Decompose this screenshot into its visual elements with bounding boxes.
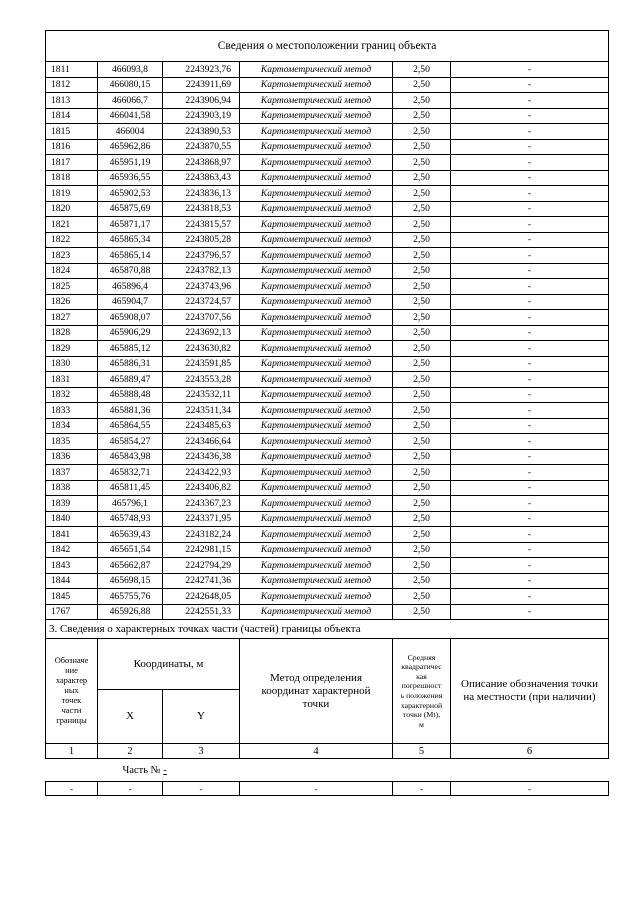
mt-cell: 2,50 bbox=[393, 356, 451, 372]
point-number: 1817 bbox=[46, 155, 98, 171]
coord-y: 2243436,38 bbox=[163, 449, 240, 465]
method-cell: Картометрический метод bbox=[240, 124, 393, 140]
point-number: 1845 bbox=[46, 589, 98, 605]
desc-cell: - bbox=[451, 294, 609, 310]
desc-cell: - bbox=[451, 62, 609, 78]
mt-cell: 2,50 bbox=[393, 310, 451, 326]
table-row bbox=[46, 263, 609, 279]
coord-y: 2243182,24 bbox=[163, 527, 240, 543]
table-row bbox=[46, 542, 609, 558]
desc-cell: - bbox=[451, 93, 609, 109]
desc-cell: - bbox=[451, 186, 609, 202]
coord-y: 2243890,53 bbox=[163, 124, 240, 140]
table-row bbox=[46, 511, 609, 527]
coord-x: 465886,31 bbox=[98, 356, 163, 372]
point-number: 1822 bbox=[46, 232, 98, 248]
mt-cell: 2,50 bbox=[393, 139, 451, 155]
header-method: Метод определения координат характерной точки bbox=[240, 639, 393, 744]
method-cell: Картометрический метод bbox=[240, 465, 393, 481]
mt-cell: 2,50 bbox=[393, 155, 451, 171]
coord-y: 2242981,15 bbox=[163, 542, 240, 558]
coord-x: 466004 bbox=[98, 124, 163, 140]
point-number: 1833 bbox=[46, 403, 98, 419]
empty-cell: - bbox=[98, 782, 163, 796]
coord-x: 465811,45 bbox=[98, 480, 163, 496]
point-number: 1820 bbox=[46, 201, 98, 217]
method-cell: Картометрический метод bbox=[240, 403, 393, 419]
table-row bbox=[46, 170, 609, 186]
table-row bbox=[46, 93, 609, 109]
mt-cell: 2,50 bbox=[393, 403, 451, 419]
col-number: 2 bbox=[98, 744, 163, 759]
method-cell: Картометрический метод bbox=[240, 372, 393, 388]
point-number: 1841 bbox=[46, 527, 98, 543]
point-number: 1818 bbox=[46, 170, 98, 186]
coord-x: 465698,15 bbox=[98, 573, 163, 589]
mt-cell: 2,50 bbox=[393, 527, 451, 543]
point-number: 1835 bbox=[46, 434, 98, 450]
point-number: 1836 bbox=[46, 449, 98, 465]
coord-y: 2243532,11 bbox=[163, 387, 240, 403]
table-row bbox=[46, 418, 609, 434]
coord-x: 465902,53 bbox=[98, 186, 163, 202]
mt-cell: 2,50 bbox=[393, 341, 451, 357]
column-numbers-row bbox=[46, 744, 609, 759]
desc-cell: - bbox=[451, 604, 609, 620]
coord-x: 465875,69 bbox=[98, 201, 163, 217]
coord-x: 465651,54 bbox=[98, 542, 163, 558]
mt-cell: 2,50 bbox=[393, 449, 451, 465]
coord-x: 465865,14 bbox=[98, 248, 163, 264]
point-number: 1831 bbox=[46, 372, 98, 388]
empty-row bbox=[46, 782, 609, 796]
header-y: Y bbox=[163, 690, 240, 744]
coord-y: 2243868,97 bbox=[163, 155, 240, 171]
coord-x: 465906,29 bbox=[98, 325, 163, 341]
mt-cell: 2,50 bbox=[393, 248, 451, 264]
point-number: 1826 bbox=[46, 294, 98, 310]
mt-cell: 2,50 bbox=[393, 465, 451, 481]
desc-cell: - bbox=[451, 279, 609, 295]
method-cell: Картометрический метод bbox=[240, 310, 393, 326]
table-row bbox=[46, 465, 609, 481]
section3-title: 3. Сведения о характерных точках части (частей) границы объекта bbox=[46, 620, 609, 639]
coord-x: 465864,55 bbox=[98, 418, 163, 434]
coord-y: 2243591,85 bbox=[163, 356, 240, 372]
method-cell: Картометрический метод bbox=[240, 496, 393, 512]
point-number: 1827 bbox=[46, 310, 98, 326]
coord-y: 2243367,23 bbox=[163, 496, 240, 512]
mt-cell: 2,50 bbox=[393, 558, 451, 574]
desc-cell: - bbox=[451, 387, 609, 403]
coord-x: 465755,76 bbox=[98, 589, 163, 605]
col-number: 4 bbox=[240, 744, 393, 759]
point-number: 1821 bbox=[46, 217, 98, 233]
table-row bbox=[46, 372, 609, 388]
table-row bbox=[46, 310, 609, 326]
desc-cell: - bbox=[451, 124, 609, 140]
coord-x: 465871,17 bbox=[98, 217, 163, 233]
desc-cell: - bbox=[451, 558, 609, 574]
method-cell: Картометрический метод bbox=[240, 279, 393, 295]
coord-x: 465896,4 bbox=[98, 279, 163, 295]
desc-cell: - bbox=[451, 449, 609, 465]
coord-x: 465843,98 bbox=[98, 449, 163, 465]
point-number: 1813 bbox=[46, 93, 98, 109]
mt-cell: 2,50 bbox=[393, 511, 451, 527]
col-number: 3 bbox=[163, 744, 240, 759]
coord-x: 465951,19 bbox=[98, 155, 163, 171]
point-number: 1843 bbox=[46, 558, 98, 574]
mt-cell: 2,50 bbox=[393, 542, 451, 558]
coord-y: 2243511,34 bbox=[163, 403, 240, 419]
point-number: 1824 bbox=[46, 263, 98, 279]
desc-cell: - bbox=[451, 170, 609, 186]
desc-cell: - bbox=[451, 496, 609, 512]
table-row bbox=[46, 573, 609, 589]
coord-y: 2243796,57 bbox=[163, 248, 240, 264]
desc-cell: - bbox=[451, 434, 609, 450]
desc-cell: - bbox=[451, 325, 609, 341]
part-value: - bbox=[163, 764, 167, 776]
table-row bbox=[46, 108, 609, 124]
coord-x: 465854,27 bbox=[98, 434, 163, 450]
desc-cell: - bbox=[451, 372, 609, 388]
empty-cell: - bbox=[163, 782, 240, 796]
coord-y: 2243707,56 bbox=[163, 310, 240, 326]
point-number: 1840 bbox=[46, 511, 98, 527]
point-number: 1819 bbox=[46, 186, 98, 202]
desc-cell: - bbox=[451, 480, 609, 496]
coord-x: 465962,86 bbox=[98, 139, 163, 155]
method-cell: Картометрический метод bbox=[240, 558, 393, 574]
mt-cell: 2,50 bbox=[393, 325, 451, 341]
mt-cell: 2,50 bbox=[393, 434, 451, 450]
desc-cell: - bbox=[451, 201, 609, 217]
desc-cell: - bbox=[451, 108, 609, 124]
point-number: 1837 bbox=[46, 465, 98, 481]
method-cell: Картометрический метод bbox=[240, 511, 393, 527]
mt-cell: 2,50 bbox=[393, 77, 451, 93]
coord-x: 465908,07 bbox=[98, 310, 163, 326]
desc-cell: - bbox=[451, 589, 609, 605]
document-sheet bbox=[45, 30, 608, 796]
mt-cell: 2,50 bbox=[393, 496, 451, 512]
desc-cell: - bbox=[451, 310, 609, 326]
mt-cell: 2,50 bbox=[393, 589, 451, 605]
table-row bbox=[46, 77, 609, 93]
mt-cell: 2,50 bbox=[393, 93, 451, 109]
coord-y: 2243870,55 bbox=[163, 139, 240, 155]
header-desc: Описание обозначения точки на местности (при наличии) bbox=[451, 639, 609, 744]
table-row bbox=[46, 186, 609, 202]
method-cell: Картометрический метод bbox=[240, 527, 393, 543]
point-number: 1832 bbox=[46, 387, 98, 403]
empty-cell: - bbox=[451, 782, 609, 796]
col-number: 5 bbox=[393, 744, 451, 759]
coord-y: 2243692,13 bbox=[163, 325, 240, 341]
table-row bbox=[46, 604, 609, 620]
table-row bbox=[46, 248, 609, 264]
method-cell: Картометрический метод bbox=[240, 201, 393, 217]
point-number: 1838 bbox=[46, 480, 98, 496]
coord-y: 2243630,82 bbox=[163, 341, 240, 357]
table-row bbox=[46, 155, 609, 171]
desc-cell: - bbox=[451, 248, 609, 264]
table-row bbox=[46, 139, 609, 155]
method-cell: Картометрический метод bbox=[240, 62, 393, 78]
table-row bbox=[46, 325, 609, 341]
header-coords: Координаты, м bbox=[98, 639, 240, 690]
table-row bbox=[46, 403, 609, 419]
coord-y: 2243553,28 bbox=[163, 372, 240, 388]
mt-cell: 2,50 bbox=[393, 108, 451, 124]
point-number: 1828 bbox=[46, 325, 98, 341]
col-number: 1 bbox=[46, 744, 98, 759]
boundary-coordinates-table bbox=[45, 30, 609, 620]
coord-y: 2242551,33 bbox=[163, 604, 240, 620]
coord-y: 2243422,93 bbox=[163, 465, 240, 481]
desc-cell: - bbox=[451, 263, 609, 279]
method-cell: Картометрический метод bbox=[240, 263, 393, 279]
table-row bbox=[46, 341, 609, 357]
header-mt: Средняя квадратичес кая погрешност ь положения характерной точки (Mt), м bbox=[393, 639, 451, 744]
coord-y: 2243903,19 bbox=[163, 108, 240, 124]
point-number: 1816 bbox=[46, 139, 98, 155]
method-cell: Картометрический метод bbox=[240, 418, 393, 434]
desc-cell: - bbox=[451, 356, 609, 372]
point-number: 1842 bbox=[46, 542, 98, 558]
section3-table bbox=[45, 620, 609, 796]
table-row bbox=[46, 279, 609, 295]
point-number: 1811 bbox=[46, 62, 98, 78]
mt-cell: 2,50 bbox=[393, 480, 451, 496]
coord-y: 2243782,13 bbox=[163, 263, 240, 279]
desc-cell: - bbox=[451, 139, 609, 155]
mt-cell: 2,50 bbox=[393, 201, 451, 217]
col-number: 6 bbox=[451, 744, 609, 759]
section-title: Сведения о местоположении границ объекта bbox=[46, 31, 609, 62]
table-row bbox=[46, 232, 609, 248]
table-row bbox=[46, 387, 609, 403]
point-number: 1834 bbox=[46, 418, 98, 434]
mt-cell: 2,50 bbox=[393, 372, 451, 388]
desc-cell: - bbox=[451, 232, 609, 248]
method-cell: Картометрический метод bbox=[240, 77, 393, 93]
mt-cell: 2,50 bbox=[393, 604, 451, 620]
header-point: Обозначе ние характер ных точек части границы bbox=[46, 639, 98, 744]
method-cell: Картометрический метод bbox=[240, 341, 393, 357]
coord-x: 465904,7 bbox=[98, 294, 163, 310]
method-cell: Картометрический метод bbox=[240, 573, 393, 589]
coord-y: 2243406,82 bbox=[163, 480, 240, 496]
coord-y: 2242741,36 bbox=[163, 573, 240, 589]
method-cell: Картометрический метод bbox=[240, 155, 393, 171]
coord-y: 2243906,94 bbox=[163, 93, 240, 109]
method-cell: Картометрический метод bbox=[240, 449, 393, 465]
point-number: 1830 bbox=[46, 356, 98, 372]
table-row bbox=[46, 356, 609, 372]
coord-y: 2243911,69 bbox=[163, 77, 240, 93]
table-row bbox=[46, 558, 609, 574]
coord-x: 465926,88 bbox=[98, 604, 163, 620]
mt-cell: 2,50 bbox=[393, 232, 451, 248]
coord-x: 466080,15 bbox=[98, 77, 163, 93]
desc-cell: - bbox=[451, 542, 609, 558]
point-number: 1767 bbox=[46, 604, 98, 620]
point-number: 1844 bbox=[46, 573, 98, 589]
mt-cell: 2,50 bbox=[393, 124, 451, 140]
mt-cell: 2,50 bbox=[393, 387, 451, 403]
mt-cell: 2,50 bbox=[393, 573, 451, 589]
mt-cell: 2,50 bbox=[393, 170, 451, 186]
coord-x: 466093,8 bbox=[98, 62, 163, 78]
coord-x: 465889,47 bbox=[98, 372, 163, 388]
desc-cell: - bbox=[451, 403, 609, 419]
coord-y: 2243863,43 bbox=[163, 170, 240, 186]
method-cell: Картометрический метод bbox=[240, 108, 393, 124]
point-number: 1815 bbox=[46, 124, 98, 140]
method-cell: Картометрический метод bbox=[240, 387, 393, 403]
point-number: 1823 bbox=[46, 248, 98, 264]
coord-y: 2243485,63 bbox=[163, 418, 240, 434]
table-row bbox=[46, 496, 609, 512]
part-label: Часть № - bbox=[122, 764, 167, 776]
table-row bbox=[46, 589, 609, 605]
table-row bbox=[46, 449, 609, 465]
mt-cell: 2,50 bbox=[393, 186, 451, 202]
coord-x: 465936,55 bbox=[98, 170, 163, 186]
coord-y: 2242794,29 bbox=[163, 558, 240, 574]
coord-y: 2242648,05 bbox=[163, 589, 240, 605]
table-row bbox=[46, 294, 609, 310]
table-row bbox=[46, 62, 609, 78]
table-row bbox=[46, 527, 609, 543]
coord-x: 465796,1 bbox=[98, 496, 163, 512]
empty-cell: - bbox=[240, 782, 393, 796]
table-row bbox=[46, 480, 609, 496]
coord-x: 465748,93 bbox=[98, 511, 163, 527]
table-title-row bbox=[46, 31, 609, 62]
point-number: 1812 bbox=[46, 77, 98, 93]
coord-x: 465832,71 bbox=[98, 465, 163, 481]
empty-cell: - bbox=[46, 782, 98, 796]
coord-y: 2243818,53 bbox=[163, 201, 240, 217]
desc-cell: - bbox=[451, 511, 609, 527]
section3-title-row bbox=[46, 620, 609, 639]
coord-x: 466066,7 bbox=[98, 93, 163, 109]
coord-y: 2243815,57 bbox=[163, 217, 240, 233]
point-number: 1829 bbox=[46, 341, 98, 357]
table-row bbox=[46, 124, 609, 140]
desc-cell: - bbox=[451, 341, 609, 357]
method-cell: Картометрический метод bbox=[240, 93, 393, 109]
coord-x: 465865,34 bbox=[98, 232, 163, 248]
coord-y: 2243724,57 bbox=[163, 294, 240, 310]
table-row bbox=[46, 201, 609, 217]
method-cell: Картометрический метод bbox=[240, 325, 393, 341]
method-cell: Картометрический метод bbox=[240, 139, 393, 155]
header-x: X bbox=[98, 690, 163, 744]
desc-cell: - bbox=[451, 77, 609, 93]
method-cell: Картометрический метод bbox=[240, 186, 393, 202]
mt-cell: 2,50 bbox=[393, 217, 451, 233]
desc-cell: - bbox=[451, 155, 609, 171]
coord-y: 2243805,28 bbox=[163, 232, 240, 248]
table-row bbox=[46, 217, 609, 233]
coord-y: 2243743,96 bbox=[163, 279, 240, 295]
method-cell: Картометрический метод bbox=[240, 170, 393, 186]
coord-x: 465881,36 bbox=[98, 403, 163, 419]
method-cell: Картометрический метод bbox=[240, 248, 393, 264]
point-number: 1839 bbox=[46, 496, 98, 512]
point-number: 1825 bbox=[46, 279, 98, 295]
coord-y: 2243371,95 bbox=[163, 511, 240, 527]
desc-cell: - bbox=[451, 573, 609, 589]
point-number: 1814 bbox=[46, 108, 98, 124]
method-cell: Картометрический метод bbox=[240, 434, 393, 450]
mt-cell: 2,50 bbox=[393, 263, 451, 279]
method-cell: Картометрический метод bbox=[240, 356, 393, 372]
desc-cell: - bbox=[451, 527, 609, 543]
desc-cell: - bbox=[451, 217, 609, 233]
coord-x: 465888,48 bbox=[98, 387, 163, 403]
method-cell: Картометрический метод bbox=[240, 217, 393, 233]
mt-cell: 2,50 bbox=[393, 294, 451, 310]
coord-x: 466041,58 bbox=[98, 108, 163, 124]
method-cell: Картометрический метод bbox=[240, 294, 393, 310]
mt-cell: 2,50 bbox=[393, 62, 451, 78]
coord-y: 2243923,76 bbox=[163, 62, 240, 78]
mt-cell: 2,50 bbox=[393, 418, 451, 434]
method-cell: Картометрический метод bbox=[240, 480, 393, 496]
method-cell: Картометрический метод bbox=[240, 542, 393, 558]
coord-x: 465639,43 bbox=[98, 527, 163, 543]
coord-x: 465870,88 bbox=[98, 263, 163, 279]
desc-cell: - bbox=[451, 465, 609, 481]
coord-x: 465662,87 bbox=[98, 558, 163, 574]
method-cell: Картометрический метод bbox=[240, 604, 393, 620]
desc-cell: - bbox=[451, 418, 609, 434]
method-cell: Картометрический метод bbox=[240, 232, 393, 248]
coord-y: 2243836,13 bbox=[163, 186, 240, 202]
method-cell: Картометрический метод bbox=[240, 589, 393, 605]
header-row bbox=[46, 639, 609, 690]
table-row bbox=[46, 434, 609, 450]
empty-cell: - bbox=[393, 782, 451, 796]
mt-cell: 2,50 bbox=[393, 279, 451, 295]
coord-y: 2243466,64 bbox=[163, 434, 240, 450]
part-row bbox=[46, 759, 609, 782]
coord-x: 465885,12 bbox=[98, 341, 163, 357]
